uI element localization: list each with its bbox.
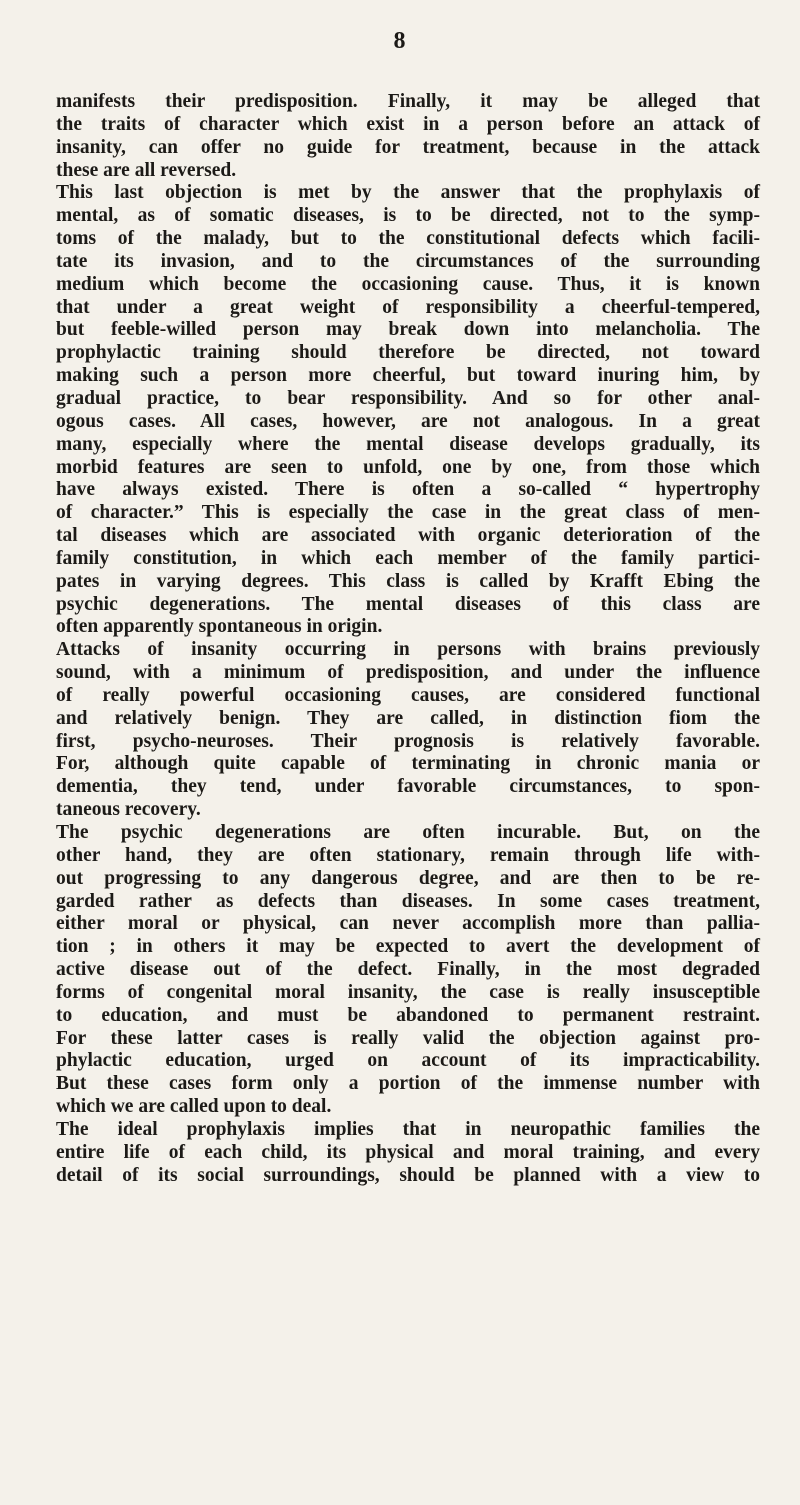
text-line: morbid features are seen to unfold, one by one, from those which xyxy=(56,456,760,478)
text-line: of really powerful occasioning causes, are considered functional xyxy=(56,684,760,706)
text-line: tate its invasion, and to the circumstances of the surrounding xyxy=(56,250,760,272)
text-line: But these cases form only a portion of the immense number with xyxy=(56,1073,760,1095)
text-line: manifests their predisposition. Finally, it may be alleged that xyxy=(56,91,760,112)
text-line: have always existed. There is often a so-called “ hypertrophy xyxy=(56,479,760,501)
text-line: forms of congenital moral insanity, the case is really insusceptible xyxy=(56,981,760,1003)
text-line: which we are called upon to deal. xyxy=(56,1096,332,1118)
text-line: gradual practice, to bear responsibility. And so for other anal- xyxy=(56,387,760,409)
text-line: prophylactic training should therefore be directed, not toward xyxy=(56,342,760,364)
text-line: many, especially where the mental disease develops gradually, its xyxy=(56,433,760,455)
text-line: pates in varying degrees. This class is called by Krafft Ebing the xyxy=(56,570,760,592)
text-line: of character.” This is especially the case in the great class of men- xyxy=(56,502,760,524)
text-line: toms of the malady, but to the constitutional defects which facili- xyxy=(56,228,760,250)
body-text xyxy=(56,91,760,1188)
text-line: ogous cases. All cases, however, are not analogous. In a great xyxy=(56,410,760,432)
text-line: phylactic education, urged on account of its impracticability. xyxy=(56,1050,760,1072)
text-line: and relatively benign. They are called, in distinction fiom the xyxy=(56,707,760,729)
text-line: garded rather as defects than diseases. In some cases treatment, xyxy=(56,890,760,912)
text-line: Attacks of insanity occurring in persons with brains previously xyxy=(56,639,760,661)
text-line: the traits of character which exist in a person before an attack of xyxy=(56,113,760,135)
text-line: tion ; in others it may be expected to avert the development of xyxy=(56,936,760,958)
text-line: The psychic degenerations are often incurable. But, on the xyxy=(56,822,760,843)
text-line: dementia, they tend, under favorable circumstances, to spon- xyxy=(56,776,760,798)
text-line: taneous recovery. xyxy=(56,799,201,821)
text-line: For, although quite capable of terminating in chronic mania or xyxy=(56,753,760,775)
text-line: that under a great weight of responsibility a cheerful-tempered, xyxy=(56,296,760,318)
text-line: entire life of each child, its physical and moral training, and every xyxy=(56,1141,760,1163)
text-line: insanity, can offer no guide for treatment, because in the attack xyxy=(56,136,760,158)
text-line: either moral or physical, can never accomplish more than pallia- xyxy=(56,913,760,935)
text-line: For these latter cases is really valid the objection against pro- xyxy=(56,1027,760,1049)
text-line: making such a person more cheerful, but toward inuring him, by xyxy=(56,365,760,387)
page-number: 8 xyxy=(393,28,407,54)
text-line: psychic degenerations. The mental diseases of this class are xyxy=(56,593,760,615)
text-line: detail of its social surroundings, should be planned with a view to xyxy=(56,1164,760,1186)
text-line: active disease out of the defect. Finally, in the most degraded xyxy=(56,959,760,981)
text-line: these are all reversed. xyxy=(56,159,237,181)
text-line: sound, with a minimum of predisposition, and under the influence xyxy=(56,662,760,684)
text-line: to education, and must be abandoned to permanent restraint. xyxy=(56,1004,760,1026)
text-line: The ideal prophylaxis implies that in neuropathic families the xyxy=(56,1118,760,1140)
text-line: other hand, they are often stationary, remain through life with- xyxy=(56,844,760,866)
text-line: but feeble-willed person may break down into melancholia. The xyxy=(56,319,760,341)
text-line: out progressing to any dangerous degree, and are then to be re- xyxy=(56,867,760,889)
text-line: family constitution, in which each member of the family partici- xyxy=(56,547,760,569)
text-line: medium which become the occasioning cause. Thus, it is known xyxy=(56,273,760,295)
text-line: mental, as of somatic diseases, is to be directed, not to the symp- xyxy=(56,205,760,227)
text-line: tal diseases which are associated with organic deterioration of the xyxy=(56,525,760,547)
text-line: often apparently spontaneous in origin. xyxy=(56,616,383,638)
text-line: first, psycho-neuroses. Their prognosis is relatively favorable. xyxy=(56,730,760,752)
text-line: This last objection is met by the answer that the prophylaxis of xyxy=(56,182,760,204)
